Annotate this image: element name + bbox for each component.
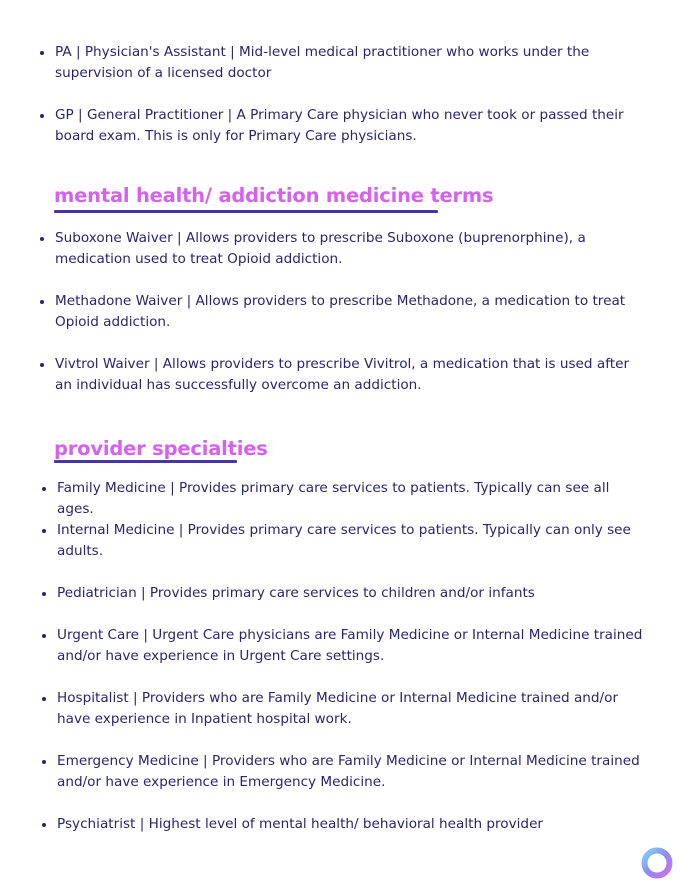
list-item: Hospitalist | Providers who are Family Medicine or Internal Medicine trained and/or have experience in Inpatient hospital work. [42, 688, 650, 730]
list-item: Internal Medicine | Provides primary care services to patients. Typically can only see adults. [42, 520, 650, 562]
list-item: Emergency Medicine | Providers who are Family Medicine or Internal Medicine trained and/or have experience in Emergency Medicine. [42, 751, 650, 793]
list-item: Urgent Care | Urgent Care physicians are Family Medicine or Internal Medicine trained and/or have experience in Urgent Care settings. [42, 625, 650, 667]
heading-underline [54, 210, 438, 213]
ring-logo-icon [640, 846, 674, 880]
list-item: Psychiatrist | Highest level of mental health/ behavioral health provider [42, 814, 650, 835]
list-item: Methadone Waiver | Allows providers to prescribe Methadone, a medication to treat Opioid addiction. [40, 291, 650, 333]
list-item: Vivtrol Waiver | Allows providers to prescribe Vivitrol, a medication that is used after an individual has successfully overcome an addiction. [40, 354, 650, 396]
heading-underline [54, 460, 237, 463]
list-item: Pediatrician | Provides primary care services to children and/or infants [42, 583, 650, 604]
list-item: PA | Physician's Assistant | Mid-level medical practitioner who works under the supervision of a licensed doctor [40, 42, 650, 84]
list-item: Suboxone Waiver | Allows providers to prescribe Suboxone (buprenorphine), a medication used to treat Opioid addiction. [40, 228, 650, 270]
section-heading-specialties: provider specialties [54, 437, 268, 460]
list-item: GP | General Practitioner | A Primary Care physician who never took or passed their board exam. This is only for Primary Care physicians. [40, 105, 650, 147]
section-heading-addiction: mental health/ addiction medicine terms [54, 184, 494, 207]
list-item: Family Medicine | Provides primary care services to patients. Typically can see all ages. [42, 478, 650, 520]
